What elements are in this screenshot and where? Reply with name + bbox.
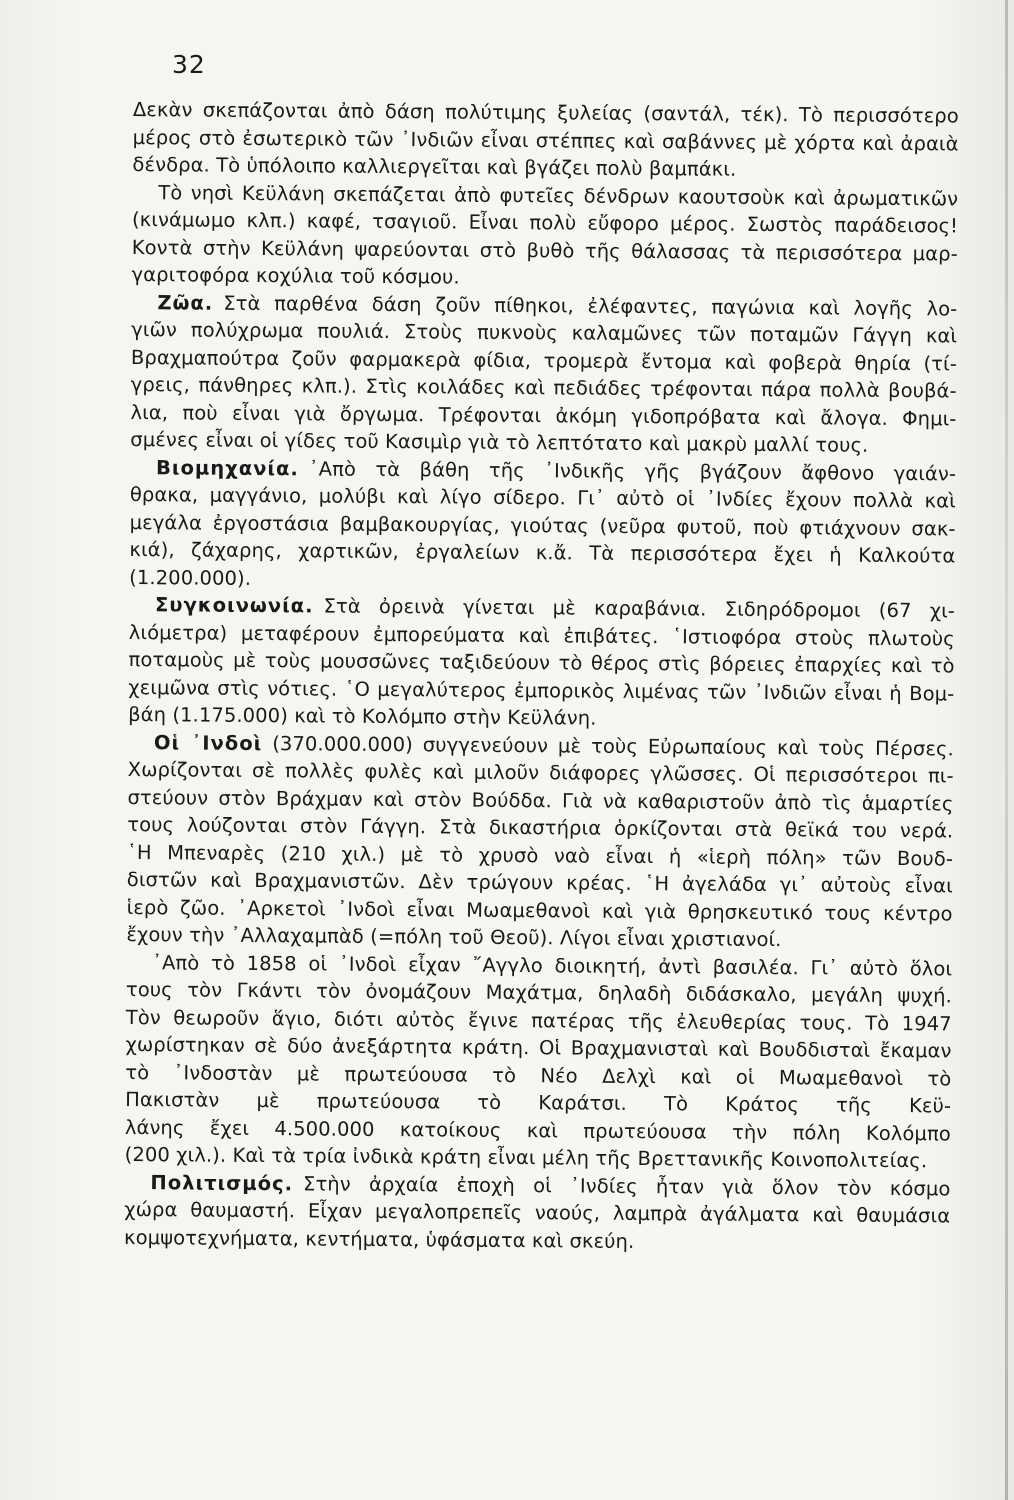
text-line: γρεις, πάνθηρες κλπ.). Στὶς κοιλάδες καὶ πεδιάδες τρέφονται πάρα πολλὰ βουβά- (130, 372, 957, 403)
text-line: διστῶν καὶ Βραχμανιστῶν. Δὲν τρώγουν κρέας. ῾Η ἀγελάδα γι᾿ αὐτοὺς εἶναι (126, 867, 953, 898)
text-line: Τὸ νησὶ Κεϋλάνη σκεπάζεται ἀπὸ φυτεῖες δένδρων καουτσοὺκ καὶ ἀρωματικῶν (158, 180, 959, 210)
text-line: Χωρίζονται σὲ πολλὲς φυλὲς καὶ μιλοῦν διάφορες γλῶσσες. Οἱ περισσότεροι πι- (127, 757, 954, 788)
text-line: ᾿Απὸ τὸ 1858 οἱ ᾿Ινδοὶ εἶχαν ῎Αγγλο διοικητή, ἀντὶ βασιλέα. Γι᾿ αὐτὸ ὅλοι (152, 950, 953, 980)
text-line: Τὸν θεωροῦν ἅγιο, διότι αὐτὸς ἔγινε πατέρας τῆς ἐλευθερίας τους. Τὸ 1947 (125, 1005, 952, 1035)
text-line: χωρίστηκαν σὲ δύο ἀνεξάρτητα κράτη. Οἱ Βραχμανισταὶ καὶ Βουδδισταὶ ἔκαμαν (125, 1032, 952, 1063)
text-line: τους λούζονται στὸν Γάγγη. Στὰ δικαστήρια ὁρκίζονται στὰ θεϊκά του νερά. (127, 812, 954, 843)
text-line: δένδρα. Τὸ ὑπόλοιπο καλλιεργεῖται καὶ βγάζει πολὺ βαμπάκι. (132, 152, 737, 181)
text-line: ποταμοὺς μὲ τοὺς μουσσῶνες ταξιδεύουν τὸ θέρος στὶς βόρειες ἐπαρχίες καὶ τὸ (128, 647, 955, 678)
text-line: Πακιστὰν μὲ πρωτεύουσα τὸ Καράτσι. Τὸ Κράτος τῆς Κεϋ- (125, 1087, 952, 1118)
page-edge-shadow (1005, 0, 1008, 1500)
text-span: Στὰ παρθένα δάση ζοῦν πίθηκοι, ἐλέφαντες, παγώνια καὶ λογῆς λο- (223, 291, 958, 320)
text-line: γαριτοφόρα κοχύλια τοῦ κόσμου. (131, 262, 460, 289)
text-span: (370.000.000) συγγενεύουν μὲ τοὺς Εὐρωπαίους καὶ τοὺς Πέρσες. (272, 731, 954, 760)
page-number: 32 (172, 50, 206, 79)
section-heading-culture: Πολιτισμός. (150, 1170, 294, 1195)
text-line: κομψοτεχνήματα, κεντήματα, ὑφάσματα καὶ σκεύη. (123, 1225, 635, 1253)
section-heading-industry: Βιομηχανία. (155, 455, 299, 480)
text-line: (1.200.000). (129, 565, 252, 590)
text-line: ἔχουν τὴν ᾿Αλλαχαμπὰδ (=πόλη τοῦ Θεοῦ). Λίγοι εἶναι χριστιανοί. (126, 922, 782, 952)
text-span: Στὴν ἀρχαία ἐποχὴ οἱ ᾿Ινδίες ἦταν γιὰ ὅλον τὸν κόσμο (302, 1171, 951, 1200)
text-line: λια, ποὺ εἶναι γιὰ ὄργωμα. Τρέφονται ἀκόμη γιδοπρόβατα καὶ ἄλογα. Φημι- (130, 400, 957, 430)
text-line: κιά), ζάχαρης, χαρτικῶν, ἐργαλείων κ.ἄ. Τὰ περισσότερα ἔχει ἡ Καλκούτα (129, 537, 956, 568)
text-line: λιόμετρα) μεταφέρουν ἐμπορεύματα καὶ ἐπιβάτες. ῾Ιστιοφόρα στοὺς πλωτοὺς (128, 620, 955, 650)
text-line: (κινάμωμο κλπ.) καφέ, τσαγιοῦ. Εἶναι πολὺ εὔφορο μέρος. Σωστὸς παράδεισος! (131, 207, 959, 238)
text-line: τους τὸν Γκάντι τὸν ὀνομάζουν Μαχάτμα, δηλαδὴ διδάσκαλο, μεγάλη ψυχή. (125, 977, 953, 1008)
text-line: λάνης ἔχει 4.500.000 κατοίκους καὶ πρωτεύουσα τὴν πόλη Κολόμπο (124, 1115, 951, 1145)
text-line: βάη (1.175.000) καὶ τὸ Κολόμπο στὴν Κεϋλάνη. (128, 702, 597, 730)
text-line: θρακα, μαγγάνιο, μολύβι καὶ λίγο σίδερο. Γι᾿ αὐτὸ οἱ ᾿Ινδίες ἔχουν πολλὰ καὶ (129, 482, 956, 513)
body-text (124, 96, 959, 1257)
text-line: Κοντὰ στὴν Κεϋλάνη ψαρεύονται στὸ βυθὸ τῆς θάλασσας τὰ περισσότερα μαρ- (131, 235, 958, 265)
text-line: (200 χιλ.). Καὶ τὰ τρία ἰνδικὰ κράτη εἶναι μέλη τῆς Βρεττανικῆς Κοινοπολιτείας. (124, 1142, 928, 1173)
text-span: ᾿Απὸ τὰ βάθη τῆς ᾿Ινδικῆς γῆς βγάζουν ἄφθονο γαιάν- (308, 456, 957, 485)
text-line: ῾Η Μπεναρὲς (210 χιλ.) μὲ τὸ χρυσὸ ναὸ εἶναι ἡ «ἱερὴ πόλη» τῶν Βουδ- (126, 840, 954, 870)
text-line: γιῶν πολύχρωμα πουλιά. Στοὺς πυκνοὺς καλαμῶνες τῶν ποταμῶν Γάγγη καὶ (131, 317, 958, 348)
text-line: τὸ ᾿Ινδοστὰν μὲ πρωτεύουσα τὸ Νέο Δελχὶ καὶ οἱ Μωαμεθανοὶ τὸ (125, 1060, 952, 1090)
text-line: μεγάλα ἐργοστάσια βαμβακουργίας, γιούτας (νεῦρα φυτοῦ, ποὺ φτιάχνουν σακ- (129, 510, 956, 540)
text-line: μέρος στὸ ἐσωτερικὸ τῶν ᾿Ινδιῶν εἶναι στέππες καὶ σαβάννες μὲ χόρτα καὶ ἀραιὰ (132, 125, 959, 155)
text-line: ἱερὸ ζῶο. ᾿Αρκετοὶ ᾿Ινδοὶ εἶναι Μωαμεθανοὶ καὶ γιὰ θρησκευτικό τους κέντρο (126, 895, 953, 925)
section-heading-indians: Οἱ ᾿Ινδοὶ (153, 730, 263, 755)
text-line: Βραχμαπούτρα ζοῦν φαρμακερὰ φίδια, τρομερὰ ἔντομα καὶ φοβερὰ θηρία (τί- (130, 345, 958, 375)
text-line: χώρα θαυμαστή. Εἶχαν μεγαλοπρεπεῖς ναούς, λαμπρὰ ἀγάλματα καὶ θαυμάσια (124, 1197, 951, 1228)
section-heading-zoa: Ζῶα. (157, 290, 214, 315)
text-line: χειμῶνα στὶς νότιες. ῾Ο μεγαλύτερος ἐμπορικὸς λιμένας τῶν ᾿Ινδιῶν εἶναι ἡ Βομ- (128, 675, 955, 705)
text-line: Δεκὰν σκεπάζονται ἀπὸ δάση πολύτιμης ξυλείας (σαντάλ, τέκ). Τὸ περισσότερο (132, 97, 959, 128)
text-line: στεύουν στὸν Βράχμαν καὶ στὸν Βούδδα. Γιὰ νὰ καθαριστοῦν ἀπὸ τὶς ἁμαρτίες (127, 785, 954, 815)
section-heading-transport: Συγκοινωνία. (154, 593, 314, 618)
text-span: Στὰ ὀρεινὰ γίνεται μὲ καραβάνια. Σιδηρόδρομοι (67 χι- (323, 594, 956, 623)
text-line: σμένες εἶναι οἱ γίδες τοῦ Κασιμὶρ γιὰ τὸ λεπτότατο καὶ μακρὺ μαλλί τους. (130, 427, 869, 457)
